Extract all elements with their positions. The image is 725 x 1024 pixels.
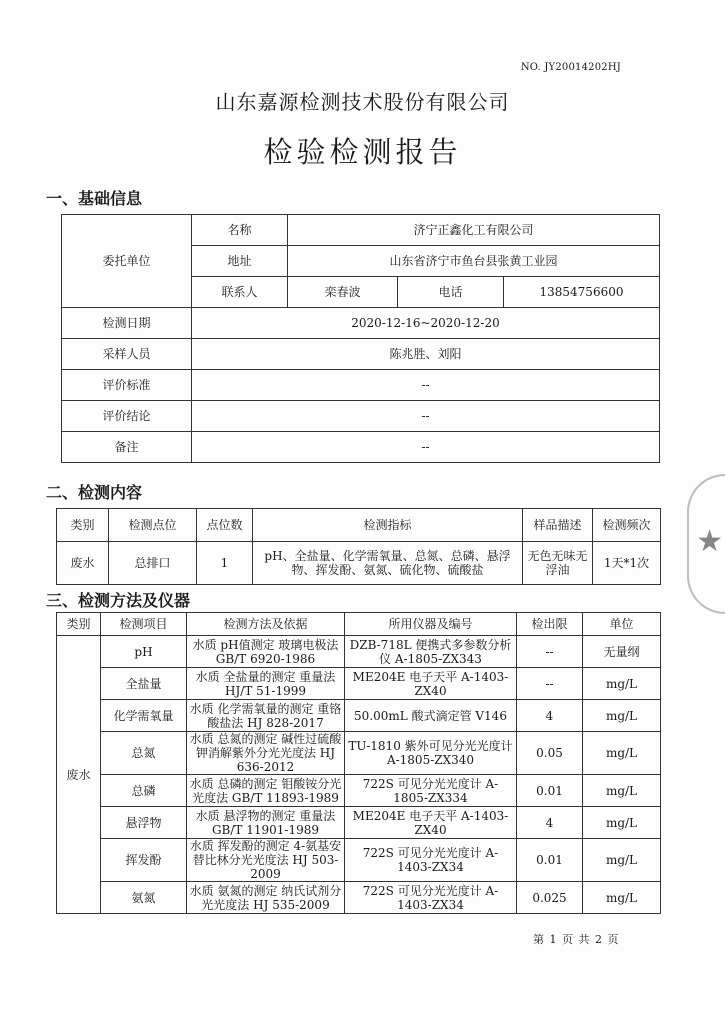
method-item: 总磷 <box>101 775 187 807</box>
method-row <box>57 882 661 914</box>
name-label: 名称 <box>192 215 288 246</box>
section-basic-info-title: 一、基础信息 <box>46 189 143 208</box>
method-instrument: 722S 可见分光光度计 A-1805-ZX334 <box>345 775 517 807</box>
address-label: 地址 <box>192 246 288 277</box>
method-unit: mg/L <box>583 732 661 775</box>
content-cell: 1 <box>197 542 253 585</box>
method-method: 水质 总磷的测定 钼酸铵分光光度法 GB/T 11893-1989 <box>187 775 345 807</box>
method-row <box>57 839 661 882</box>
method-item: 总氮 <box>101 732 187 775</box>
content-cell: 1天*1次 <box>593 542 661 585</box>
method-method: 水质 全盐量的测定 重量法 HJ/T 51-1999 <box>187 668 345 700</box>
method-unit: mg/L <box>583 775 661 807</box>
method-unit: mg/L <box>583 700 661 732</box>
method-row <box>57 775 661 807</box>
method-instrument: 50.00mL 酸式滴定管 V146 <box>345 700 517 732</box>
content-header: 点位数 <box>197 509 253 542</box>
method-limit: 0.01 <box>517 839 583 882</box>
content-cell: 废水 <box>57 542 109 585</box>
method-unit: mg/L <box>583 668 661 700</box>
method-item: 挥发酚 <box>101 839 187 882</box>
method-item: 氨氮 <box>101 882 187 914</box>
method-item: 全盐量 <box>101 668 187 700</box>
method-unit: 无量纲 <box>583 636 661 668</box>
method-method: 水质 总氮的测定 碱性过硫酸钾消解紫外分光光度法 HJ 636-2012 <box>187 732 345 775</box>
method-instrument: 722S 可见分光光度计 A-1403-ZX34 <box>345 839 517 882</box>
method-unit: mg/L <box>583 839 661 882</box>
contact-label: 联系人 <box>192 277 288 308</box>
seal-star-icon: ★ <box>696 524 723 559</box>
method-method: 水质 挥发酚的测定 4-氨基安替比林分光光度法 HJ 503-2009 <box>187 839 345 882</box>
method-limit: -- <box>517 636 583 668</box>
content-header: 样品描述 <box>523 509 593 542</box>
method-item: 化学需氧量 <box>101 700 187 732</box>
report-number: NO. JY20014202HJ <box>520 62 621 73</box>
method-row <box>57 668 661 700</box>
page-number: 第 1 页 共 2 页 <box>533 933 620 946</box>
content-header-row <box>57 509 661 542</box>
client-label: 委托单位 <box>62 215 192 308</box>
content-cell: pH、全盐量、化学需氧量、总氮、总磷、悬浮物、挥发酚、氨氮、硫化物、硫酸盐 <box>253 542 523 585</box>
method-row <box>57 700 661 732</box>
method-instrument: DZB-718L 便携式多参数分析仪 A-1805-ZX343 <box>345 636 517 668</box>
date-label: 检测日期 <box>62 308 192 339</box>
content-row <box>57 542 661 585</box>
company-name: 山东嘉源检测技术股份有限公司 <box>215 90 510 114</box>
method-header: 检测方法及依据 <box>187 613 345 636</box>
content-header: 类别 <box>57 509 109 542</box>
content-header: 检测点位 <box>109 509 197 542</box>
method-limit: -- <box>517 668 583 700</box>
phone-label: 电话 <box>398 277 504 308</box>
remark-label: 备注 <box>62 432 192 463</box>
method-item: 悬浮物 <box>101 807 187 839</box>
method-header: 所用仪器及编号 <box>345 613 517 636</box>
contact-value: 栾春波 <box>288 277 398 308</box>
method-method: 水质 化学需氧量的测定 重铬酸盐法 HJ 828-2017 <box>187 700 345 732</box>
conclusion-value: -- <box>192 401 660 432</box>
method-header: 检出限 <box>517 613 583 636</box>
remark-value: -- <box>192 432 660 463</box>
method-limit: 0.05 <box>517 732 583 775</box>
date-value: 2020-12-16~2020-12-20 <box>192 308 660 339</box>
conclusion-label: 评价结论 <box>62 401 192 432</box>
method-row <box>57 807 661 839</box>
method-item: pH <box>101 636 187 668</box>
basic-info-table <box>61 214 660 463</box>
method-method: 水质 pH值测定 玻璃电极法 GB/T 6920-1986 <box>187 636 345 668</box>
method-instrument: TU-1810 紫外可见分光光度计 A-1805-ZX340 <box>345 732 517 775</box>
method-row <box>57 636 661 668</box>
method-table <box>56 612 661 914</box>
content-header: 检测指标 <box>253 509 523 542</box>
method-instrument: ME204E 电子天平 A-1403-ZX40 <box>345 668 517 700</box>
content-cell: 总排口 <box>109 542 197 585</box>
method-category: 废水 <box>57 636 101 914</box>
method-unit: mg/L <box>583 882 661 914</box>
method-unit: mg/L <box>583 807 661 839</box>
address-value: 山东省济宁市鱼台县张黄工业园 <box>288 246 660 277</box>
standard-value: -- <box>192 370 660 401</box>
method-limit: 4 <box>517 700 583 732</box>
method-header: 类别 <box>57 613 101 636</box>
content-table <box>56 508 661 585</box>
method-header: 单位 <box>583 613 661 636</box>
standard-label: 评价标准 <box>62 370 192 401</box>
section-method-title: 三、检测方法及仪器 <box>46 591 191 610</box>
method-instrument: 722S 可见分光光度计 A-1403-ZX34 <box>345 882 517 914</box>
method-limit: 4 <box>517 807 583 839</box>
method-row <box>57 732 661 775</box>
method-header: 检测项目 <box>101 613 187 636</box>
method-instrument: ME204E 电子天平 A-1403-ZX40 <box>345 807 517 839</box>
sampler-value: 陈兆胜、刘阳 <box>192 339 660 370</box>
method-limit: 0.01 <box>517 775 583 807</box>
method-method: 水质 氨氮的测定 纳氏试剂分光光度法 HJ 535-2009 <box>187 882 345 914</box>
section-content-title: 二、检测内容 <box>46 483 143 502</box>
phone-value: 13854756600 <box>504 277 660 308</box>
sampler-label: 采样人员 <box>62 339 192 370</box>
method-method: 水质 悬浮物的测定 重量法 GB/T 11901-1989 <box>187 807 345 839</box>
content-header: 检测频次 <box>593 509 661 542</box>
content-cell: 无色无味无浮油 <box>523 542 593 585</box>
document-title: 检验检测报告 <box>263 135 462 169</box>
name-value: 济宁正鑫化工有限公司 <box>288 215 660 246</box>
method-limit: 0.025 <box>517 882 583 914</box>
method-header-row <box>57 613 661 636</box>
